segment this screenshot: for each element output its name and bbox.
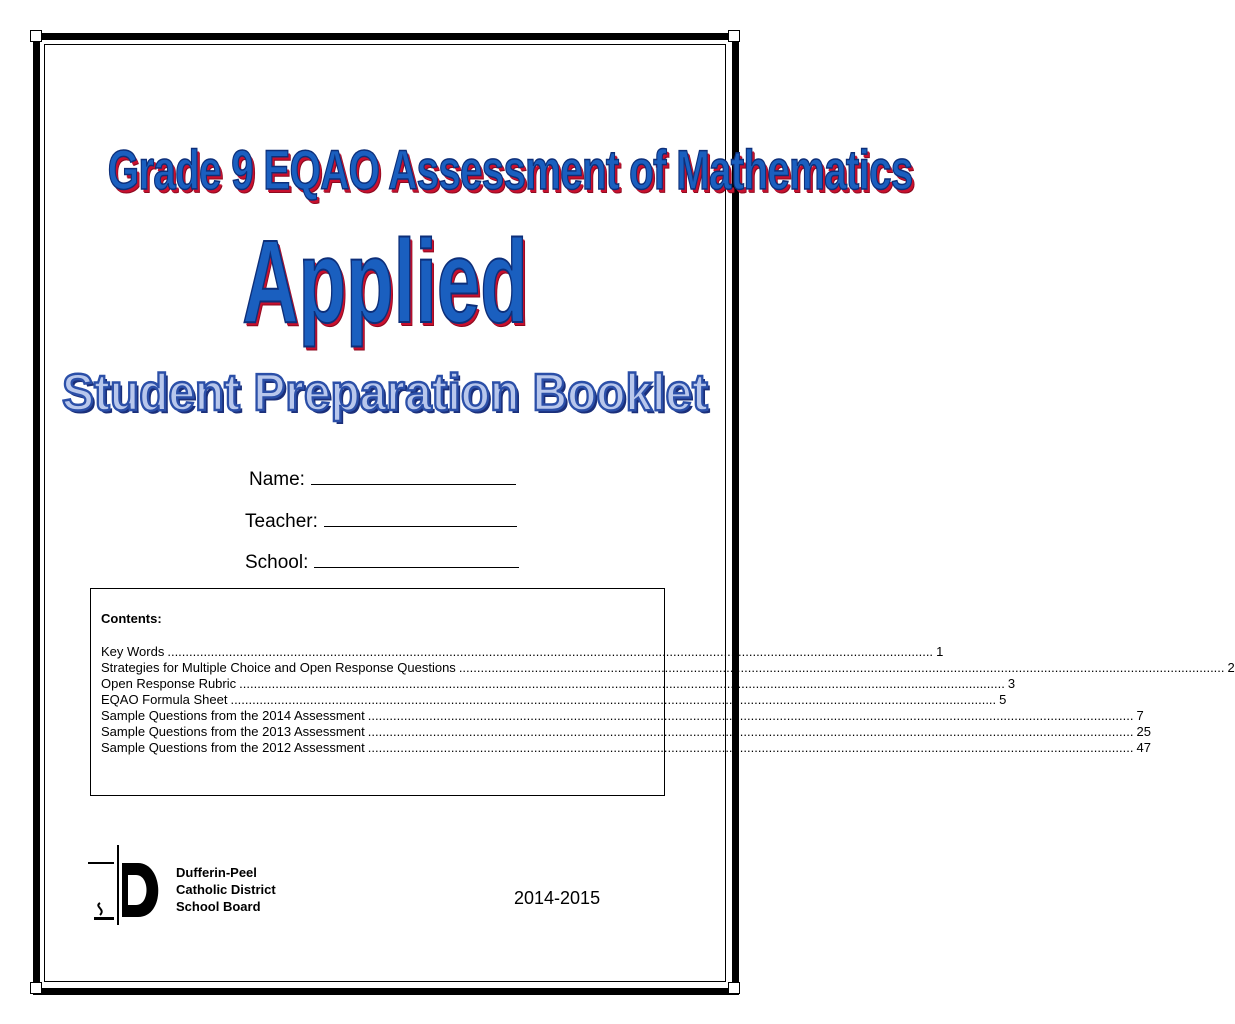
toc-row[interactable] [101, 708, 1144, 724]
school-year: 2014-2015 [514, 888, 601, 908]
toc-leader [459, 660, 1225, 676]
toc-page: 25 [1136, 724, 1151, 739]
teacher-label: Teacher: [245, 511, 318, 532]
toc-label: Sample Questions from the 2014 Assessment [101, 708, 365, 723]
title-applied: Applied [242, 216, 528, 348]
name-blank[interactable] [311, 466, 516, 485]
toc-page: 2 [1227, 660, 1235, 675]
contents-box [90, 588, 1235, 796]
toc-row[interactable] [101, 660, 1235, 676]
board-name-line: Catholic District [176, 882, 276, 897]
toc-page: 47 [1136, 740, 1151, 755]
toc-label: EQAO Formula Sheet [101, 692, 228, 707]
school-board-logo-icon [88, 845, 174, 927]
toc-row[interactable] [101, 644, 944, 660]
contents-heading: Contents: [101, 611, 162, 626]
school-field[interactable] [245, 549, 519, 574]
border-corner [728, 982, 740, 994]
toc-leader [368, 740, 1134, 756]
toc-label: Sample Questions from the 2013 Assessment [101, 724, 365, 739]
toc-row[interactable] [101, 676, 1016, 692]
toc-page: 7 [1136, 708, 1144, 723]
toc-leader [230, 692, 996, 708]
toc-leader [239, 676, 1005, 692]
border-corner [30, 30, 42, 42]
toc-page: 5 [999, 692, 1007, 707]
school-label: School: [245, 552, 309, 573]
title-line-1: Grade 9 EQAO Assessment of Mathematics [107, 138, 913, 201]
toc-leader [167, 644, 933, 660]
board-name-line: School Board [176, 899, 261, 914]
toc-label: Key Words [101, 644, 165, 659]
toc-page: 1 [936, 644, 944, 659]
toc-row[interactable] [101, 740, 1151, 756]
toc-label: Sample Questions from the 2012 Assessment [101, 740, 365, 755]
school-blank[interactable] [314, 549, 519, 568]
toc-leader [368, 724, 1134, 740]
border-corner [728, 30, 740, 42]
toc-row[interactable] [101, 724, 1151, 740]
toc-page: 3 [1007, 676, 1016, 691]
name-field[interactable] [249, 466, 516, 491]
toc-label: Strategies for Multiple Choice and Open Response Questions [101, 660, 456, 675]
teacher-field[interactable] [245, 508, 517, 533]
teacher-blank[interactable] [324, 508, 517, 527]
toc-leader [368, 708, 1134, 724]
board-name-line: Dufferin-Peel [176, 865, 257, 880]
toc-row[interactable] [101, 692, 1007, 708]
border-corner [30, 982, 42, 994]
toc-label: Open Response Rubric [101, 676, 237, 691]
name-label: Name: [249, 469, 305, 490]
title-booklet: Student Preparation Booklet [62, 364, 708, 422]
school-board-name [176, 864, 276, 915]
